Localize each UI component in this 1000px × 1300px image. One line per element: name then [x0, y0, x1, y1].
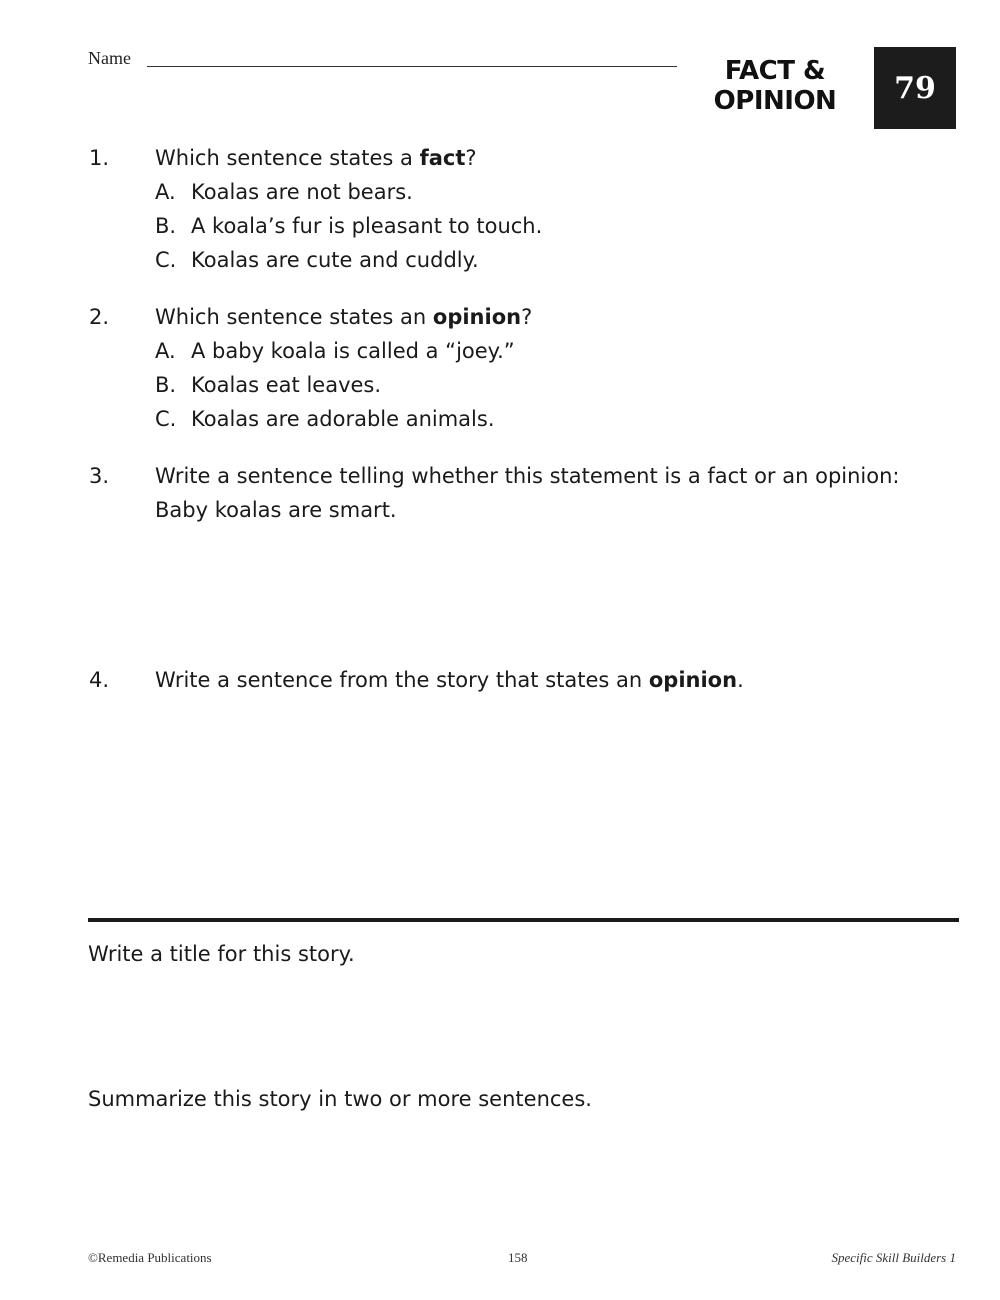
question-text	[155, 300, 955, 334]
question-1	[0, 141, 1000, 175]
summary-prompt: Summarize this story in two or more sentences.	[88, 1087, 592, 1111]
question-number: 2.	[89, 305, 110, 329]
question-text-line-2: Baby koalas are smart.	[155, 498, 397, 522]
footer-book-title: Specific Skill Builders 1	[831, 1250, 956, 1265]
name-label: Name	[88, 48, 131, 68]
option-letter: B.	[155, 373, 177, 397]
option-letter: C.	[155, 248, 177, 272]
option-letter: B.	[155, 214, 177, 238]
question-text	[155, 141, 955, 175]
option-text: A koala’s fur is pleasant to touch.	[191, 214, 543, 238]
question-1-option-a	[155, 175, 413, 209]
option-text: A baby koala is called a “joey.”	[191, 339, 515, 363]
question-number: 1.	[89, 146, 110, 170]
topic-title	[700, 56, 850, 116]
section-divider	[88, 918, 959, 922]
question-2	[0, 300, 1000, 334]
question-number: 3.	[89, 464, 110, 488]
question-1-option-c	[155, 243, 479, 277]
question-3	[0, 459, 1000, 527]
question-2-option-a	[155, 334, 515, 368]
option-letter: A.	[155, 339, 176, 363]
topic-line-2: OPINION	[713, 86, 837, 116]
question-text	[155, 459, 955, 527]
question-text-start: Which sentence states an	[155, 305, 433, 329]
footer-publisher: ©Remedia Publications	[88, 1250, 212, 1265]
question-text-start: Which sentence states a	[155, 146, 420, 170]
option-letter: C.	[155, 407, 177, 431]
question-keyword: opinion	[648, 668, 738, 692]
option-text: Koalas eat leaves.	[191, 373, 382, 397]
question-text-line-1: Write a sentence telling whether this statement is a fact or an opinion:	[155, 464, 900, 488]
title-prompt: Write a title for this story.	[88, 942, 355, 966]
question-text	[155, 663, 955, 697]
option-text: Koalas are adorable animals.	[191, 407, 495, 431]
question-2-option-c	[155, 402, 495, 436]
option-letter: A.	[155, 180, 176, 204]
question-keyword: opinion	[432, 305, 522, 329]
option-text: Koalas are not bears.	[191, 180, 413, 204]
topic-line-1: FACT &	[724, 56, 826, 86]
question-text-end: ?	[521, 305, 533, 329]
question-text-end: ?	[465, 146, 477, 170]
footer-page-number: 158	[508, 1250, 528, 1265]
question-1-option-b	[155, 209, 542, 243]
lesson-number-badge: 79	[874, 47, 956, 129]
question-4	[0, 663, 1000, 697]
option-text: Koalas are cute and cuddly.	[191, 248, 479, 272]
question-keyword: fact	[419, 146, 466, 170]
question-2-option-b	[155, 368, 381, 402]
question-text-end: .	[737, 668, 744, 692]
name-line	[147, 66, 677, 67]
question-number: 4.	[89, 668, 110, 692]
question-text-start: Write a sentence from the story that states an	[155, 668, 649, 692]
